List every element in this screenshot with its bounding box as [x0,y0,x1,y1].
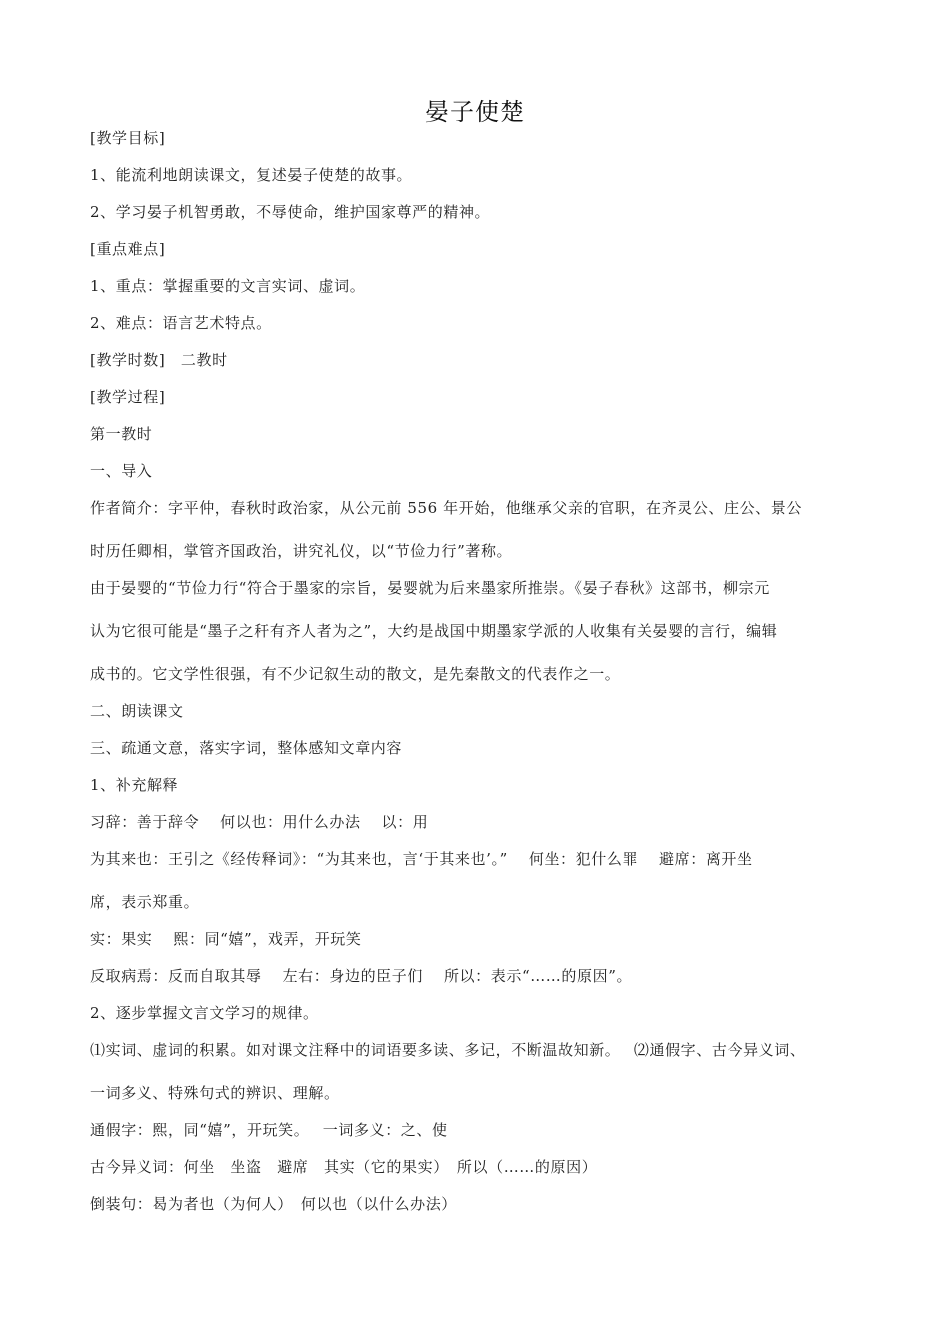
paragraph-line: 认为它很可能是“墨子之秆有齐人者为之”，大约是战国中期墨家学派的人收集有关晏婴的言行，编辑 [90,622,778,640]
section-intro-heading: 一、导入 [90,462,153,480]
section-reading-heading: 二、朗读课文 [90,702,184,720]
gloss-paragraph-2 [90,848,870,913]
key-point-1: 1、重点：掌握重要的文言实词、虚词。 [90,277,366,295]
teaching-hours: [教学时数] 二教时 [90,351,228,369]
key-points-heading: [重点难点] [90,240,166,258]
document-title: 晏子使楚 [425,98,525,126]
paragraph-line: 作者简介：字平仲，春秋时政治家，从公元前 556 年开始，他继承父亲的官职，在齐灵公、庄公、景公 [90,499,802,517]
document-body [90,127,870,1230]
goals-heading: [教学目标] [90,129,166,147]
goal-item-2: 2、学习晏子机智勇敢，不辱使命，维护国家尊严的精神。 [90,203,491,221]
paragraph-line: 一词多义、特殊句式的辨识、理解。 [90,1084,340,1102]
gujin-line: 古今异义词：何坐 坐盗 避席 其实（它的果实） 所以（……的原因） [90,1158,598,1176]
author-intro-paragraph [90,497,870,562]
key-point-2: 2、难点：语言艺术特点。 [90,314,272,332]
rules-paragraph [90,1039,870,1104]
daozhuang-line: 倒装句：曷为者也（为何人） 何以也（以什么办法） [90,1195,457,1213]
subsection-glossary-heading: 1、补充解释 [90,776,179,794]
process-heading: [教学过程] [90,388,166,406]
book-intro-paragraph [90,577,870,685]
paragraph-line: 由于晏婴的“节俭力行“符合于墨家的宗旨，晏婴就为后来墨家所推崇。《晏子春秋》这部书，柳宗元 [90,579,770,597]
gloss-line-3: 实：果实 熙：同“嬉”，戏弄，开玩笑 [90,930,362,948]
goal-item-1: 1、能流利地朗读课文，复述晏子使楚的故事。 [90,166,413,184]
paragraph-line: ⑴实词、虚词的积累。如对课文注释中的词语要多读、多记，不断温故知新。 ⑵通假字、古今异义词、 [90,1041,806,1059]
gloss-line-1: 习辞：善于辞令 何以也：用什么办法 以：用 [90,813,429,831]
paragraph-line: 为其来也：王引之《经传释词》：“为其来也，言‘于其来也’。” 何坐：犯什么罪 避席：离开坐 [90,850,753,868]
paragraph-line: 时历任卿相，掌管齐国政治，讲究礼仪，以“节俭力行”著称。 [90,542,513,560]
tongjia-line: 通假字：熙，同“嬉”，开玩笑。 一词多义：之、使 [90,1121,448,1139]
paragraph-line: 成书的。它文学性很强，有不少记叙生动的散文，是先秦散文的代表作之一。 [90,665,621,683]
paragraph-line: 席，表示郑重。 [90,893,200,911]
gloss-line-4: 反取病焉：反而自取其辱 左右：身边的臣子们 所以：表示“……的原因”。 [90,967,633,985]
subsection-rules-heading: 2、逐步掌握文言文学习的规律。 [90,1004,319,1022]
lesson-one-label: 第一教时 [90,425,153,443]
section-comprehension-heading: 三、疏通文意，落实字词，整体感知文章内容 [90,739,403,757]
